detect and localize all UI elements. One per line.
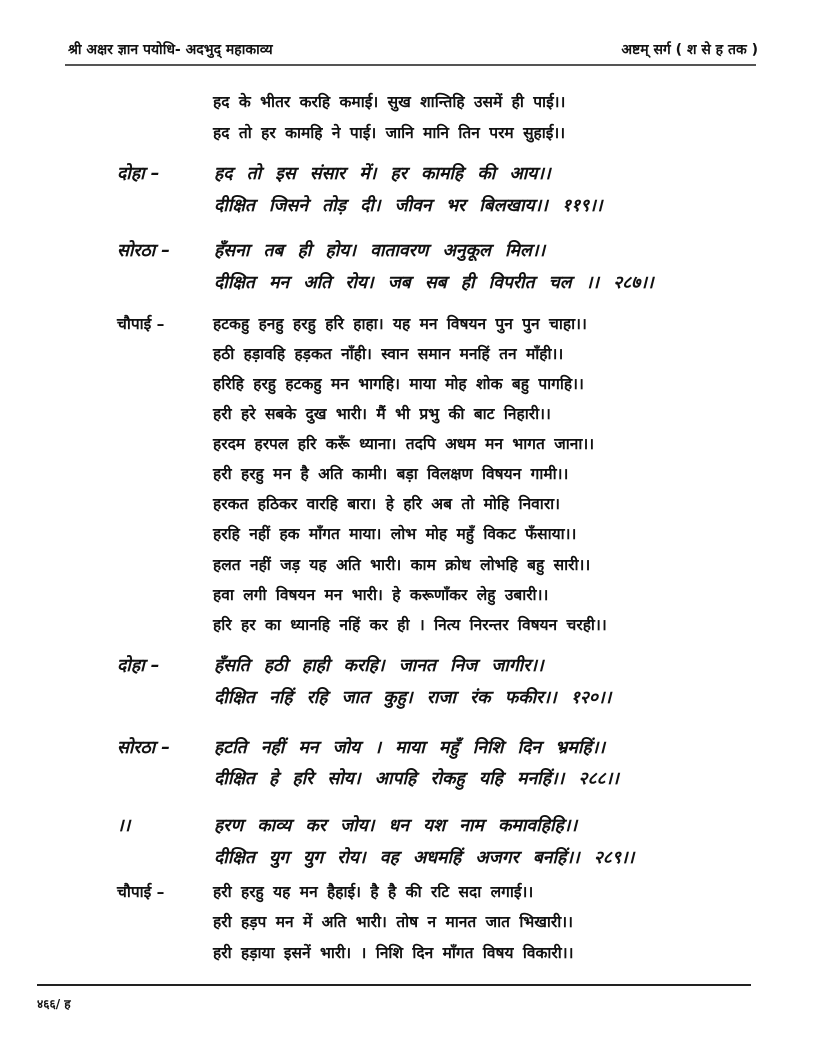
verse-line: हरहि नहीं हक माँगत माया। लोभ मोह महुँ विकट फँसाया।। xyxy=(213,525,577,543)
verse-label-doha: दोहा – xyxy=(117,164,160,184)
verse-label-sortha: सोरठा – xyxy=(117,241,171,261)
verse-line: हरदम हरपल हरि करूँ ध्याना। तदपि अधम मन भागत जाना।। xyxy=(213,435,595,453)
page-number: ४६६/ ह xyxy=(37,997,71,1011)
verse-line: हटति नहीं मन जोय । माया महुँ निशि दिन भ्रमहिं।। xyxy=(214,738,605,758)
page-header-left: श्री अक्षर ज्ञान पयोधि- अदभुद् महाकाव्य xyxy=(68,42,273,58)
verse-line: दीक्षित मन अति रोय। जब सब ही विपरीत चल ।। २८७।। xyxy=(214,273,654,293)
verse-label-chaupai: चौपाई – xyxy=(117,883,165,901)
verse-line: हलत नहीं जड़ यह अति भारी। काम क्रोध लोभहि बहु सारी।। xyxy=(213,556,591,574)
verse-line: हठी हड़ावहि हड़कत नाँही। स्वान समान मनहिं तन माँही।। xyxy=(213,345,564,363)
verse-line: हँसति हठी हाही करहि। जानत निज जागीर।। xyxy=(214,656,544,676)
verse-line: दीक्षित नहिं रहि जात कुहु। राजा रंक फकीर।। १२०।। xyxy=(214,688,612,708)
header-rule xyxy=(65,64,756,66)
verse-line: हरी हरहु यह मन हैहाई। है है की रटि सदा लगाई।। xyxy=(213,883,534,901)
verse-line: हटकहु हनहु हरहु हरि हाहा। यह मन विषयन पुन पुन चाहा।। xyxy=(213,315,587,333)
verse-line: हरी हरे सबके दुख भारी। मैं भी प्रभु की बाट निहारी।। xyxy=(213,405,551,423)
verse-line: हवा लगी विषयन मन भारी। हे करूणाँकर लेहु उबारी।। xyxy=(213,586,549,604)
verse-label-chaupai: चौपाई – xyxy=(117,315,165,333)
verse-line: हद तो इस संसार में। हर कामहि की आय।। xyxy=(214,164,551,184)
verse-line: दीक्षित युग युग रोय। वह अधमहिं अजगर बनहिं।। २८९।। xyxy=(214,848,635,868)
footer-rule xyxy=(37,984,751,986)
verse-line: हँसना तब ही होय। वातावरण अनुकूल मिल।। xyxy=(214,241,546,261)
page-header-right: अष्टम् सर्ग ( श से ह तक ) xyxy=(621,42,758,58)
verse-label-doha: दोहा – xyxy=(117,656,160,676)
verse-line: हरण काव्य कर जोय। धन यश नाम कमावहिहि।। xyxy=(214,816,578,836)
verse-line: हरी हड़प मन में अति भारी। तोष न मानत जात भिखारी।। xyxy=(213,913,574,931)
verse-line: हरकत हठिकर वारहि बारा। हे हरि अब तो मोहि निवारा। xyxy=(213,495,561,513)
verse-line: हरी हरहु मन है अति कामी। बड़ा विलक्षण विषयन गामी।। xyxy=(213,465,569,483)
verse-label-sortha: सोरठा – xyxy=(117,738,171,758)
verse-line: दीक्षित जिसने तोड़ दी। जीवन भर बिलखाय।। ११९।। xyxy=(214,196,603,216)
verse-line: हरि हर का ध्यानहि नहिं कर ही । नित्य निरन्तर विषयन चरही।। xyxy=(213,616,607,634)
verse-line: हरिहि हरहु हटकहु मन भागहि। माया मोह शोक बहु पागहि।। xyxy=(213,375,584,393)
verse-line: हरी हड़ाया इसनें भारी। । निशि दिन माँगत विषय विकारी।। xyxy=(213,944,574,962)
verse-line: हद तो हर कामहि ने पाई। जानि मानि तिन परम सुहाई।। xyxy=(213,124,566,142)
verse-line: हद के भीतर करहि कमाई। सुख शान्तिहि उसमें ही पाई।। xyxy=(213,93,566,111)
verse-label-continuation: ।। xyxy=(117,816,131,836)
verse-line: दीक्षित हे हरि सोय। आपहि रोकहु यहि मनहिं।। २८८।। xyxy=(214,769,619,789)
